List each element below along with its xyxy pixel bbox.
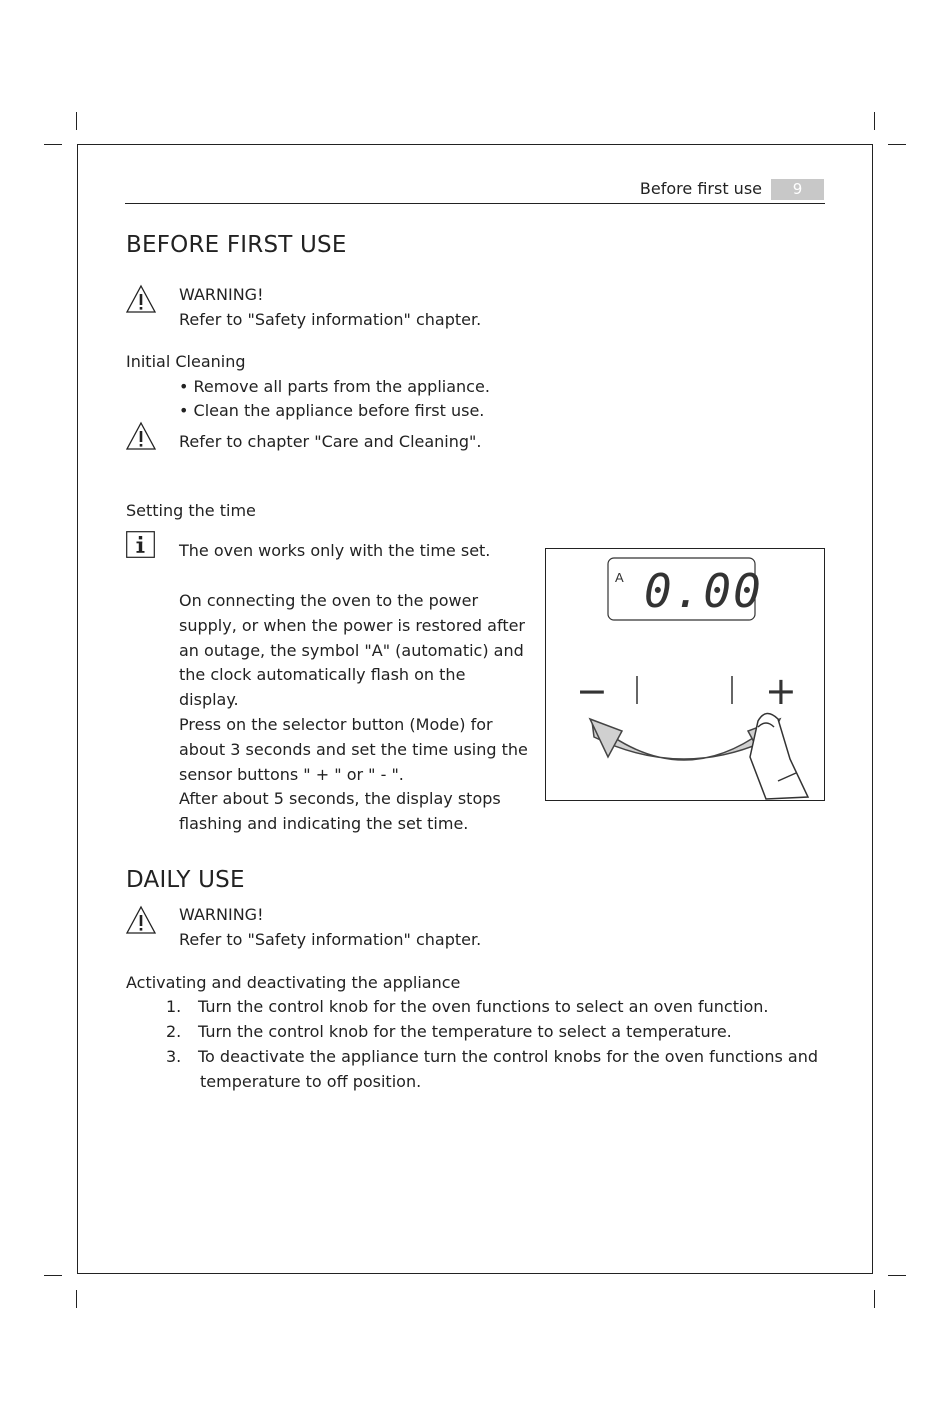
paragraph: After about 5 seconds, the display stops flashing and indicating the set time. <box>179 789 501 834</box>
display-symbol: A <box>615 570 624 585</box>
crop-mark <box>44 1275 62 1276</box>
page-number: 9 <box>771 179 824 200</box>
minus-sensor: − <box>576 669 608 713</box>
step-text: To deactivate the appliance turn the control knobs for the oven functions and <box>198 1047 818 1066</box>
step-text-continued: temperature to off position. <box>200 1072 422 1091</box>
section-title-before-first-use: BEFORE FIRST USE <box>126 232 347 258</box>
clock-display-illustration <box>546 549 824 800</box>
bullet-item: • Remove all parts from the appliance. <box>179 377 490 396</box>
subsection-title-activating: Activating and deactivating the appliance <box>126 973 461 992</box>
warning-title: WARNING! <box>179 285 264 304</box>
bullet-item: • Clean the appliance before first use. <box>179 401 485 420</box>
paragraph: Press on the selector button (Mode) for about 3 seconds and set the time using the sensor buttons " + " or " - ". <box>179 714 528 784</box>
step-number: 3. <box>166 1047 182 1066</box>
warning-triangle-icon <box>125 421 157 451</box>
display-time: 0.00 <box>644 564 763 618</box>
warning-triangle-icon <box>125 284 157 314</box>
crop-mark <box>44 144 62 145</box>
section-title-daily-use: DAILY USE <box>126 867 245 893</box>
crop-mark <box>76 1290 77 1308</box>
crop-mark <box>874 1290 875 1308</box>
step-number: 1. <box>166 997 182 1016</box>
warning-title: WARNING! <box>179 905 264 924</box>
warning-text: Refer to "Safety information" chapter. <box>179 930 482 949</box>
plus-sensor: + <box>765 669 797 713</box>
care-cleaning-note: Refer to chapter "Care and Cleaning". <box>179 432 482 451</box>
clock-setting-figure <box>545 548 825 801</box>
crop-mark <box>76 112 77 130</box>
subsection-title-setting-time: Setting the time <box>126 501 256 520</box>
info-text: The oven works only with the time set. <box>179 541 491 560</box>
info-icon <box>126 531 155 558</box>
warning-triangle-icon <box>125 905 157 935</box>
step-text: Turn the control knob for the oven functions to select an oven function. <box>198 997 769 1016</box>
crop-mark <box>888 144 906 145</box>
subsection-title-initial-cleaning: Initial Cleaning <box>126 352 246 371</box>
step-number: 2. <box>166 1022 182 1041</box>
hand-pointer-icon <box>750 713 808 799</box>
header-rule <box>125 203 825 204</box>
crop-mark <box>874 112 875 130</box>
warning-text: Refer to "Safety information" chapter. <box>179 310 482 329</box>
paragraph: On connecting the oven to the power supply, or when the power is restored after an outage, the symbol "A" (automatic) and the clock automatically flash on the display. <box>179 591 526 710</box>
setting-time-instructions <box>179 589 529 837</box>
header-section-title: Before first use <box>639 179 762 198</box>
step-text: Turn the control knob for the temperature to select a temperature. <box>198 1022 732 1041</box>
crop-mark <box>888 1275 906 1276</box>
